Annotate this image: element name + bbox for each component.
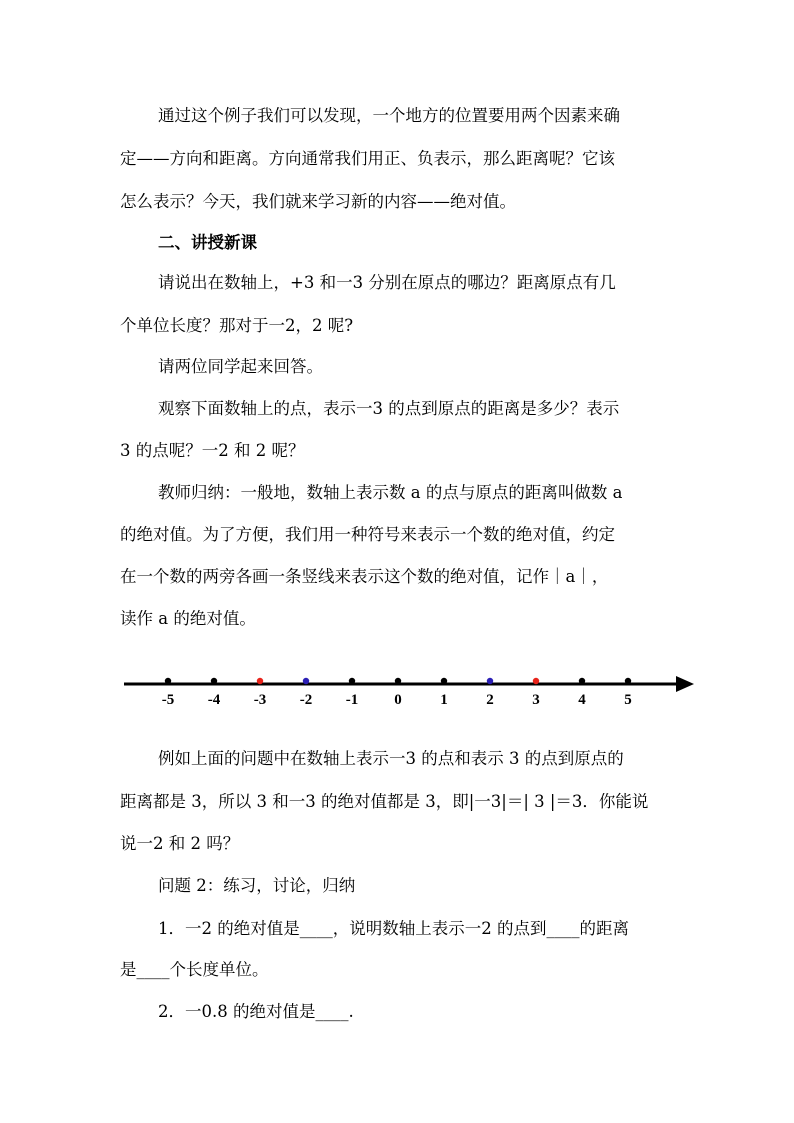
paragraph-line: 观察下面数轴上的点，表示一3 的点到原点的距离是多少？表示 (158, 399, 620, 418)
number-line-point (165, 678, 171, 684)
number-line-point (579, 678, 585, 684)
number-line-tick-label: -5 (161, 692, 175, 708)
paragraph-line: 通过这个例子我们可以发现，一个地方的位置要用两个因素来确 (158, 106, 620, 125)
number-line-point (441, 678, 447, 684)
number-line-point (533, 678, 539, 684)
number-line-point (211, 678, 217, 684)
number-line-point (349, 678, 355, 684)
number-line-tick-label: 3 (532, 692, 540, 708)
number-line-point (303, 678, 309, 684)
paragraph-line: 怎么表示？今天，我们就来学习新的内容——绝对值。 (120, 192, 516, 211)
number-line-marks (162, 678, 632, 708)
number-line (0, 650, 794, 720)
number-line-point (395, 678, 401, 684)
exercise-1-line: 是____个长度单位。 (120, 960, 269, 979)
paragraph-line: 定——方向和距离。方向通常我们用正、负表示，那么距离呢？它该 (120, 149, 615, 168)
number-line-tick-label: -3 (253, 692, 267, 708)
paragraph-line: 个单位长度？那对于一2，2 呢? (120, 316, 354, 335)
number-line-arrow (676, 676, 694, 692)
paragraph-line: 的绝对值。为了方便，我们用一种符号来表示一个数的绝对值，约定 (120, 525, 615, 544)
number-line-point (625, 678, 631, 684)
exercise-1-line: 1．一2 的绝对值是____，说明数轴上表示一2 的点到____的距离 (158, 919, 629, 938)
exercise-2-line: 2．一0.8 的绝对值是____. (158, 1002, 354, 1021)
paragraph-line: 在一个数的两旁各画一条竖线来表示这个数的绝对值，记作｜a｜， (120, 567, 609, 586)
number-line-point (487, 678, 493, 684)
number-line-tick-label: -4 (207, 692, 221, 708)
paragraph-line: 问题 2：练习，讨论，归纳 (158, 876, 356, 895)
paragraph-line: 教师归纳：一般地，数轴上表示数 a 的点与原点的距离叫做数 a (158, 483, 623, 502)
paragraph-line: 请两位同学起来回答。 (158, 357, 323, 376)
paragraph-line: 3 的点呢？一2 和 2 呢？ (120, 441, 305, 460)
number-line-tick-label: 1 (440, 692, 448, 708)
number-line-tick-label: 2 (486, 692, 494, 708)
number-line-tick-label: -2 (299, 692, 313, 708)
paragraph-line: 例如上面的问题中在数轴上表示一3 的点和表示 3 的点到原点的 (158, 749, 624, 768)
paragraph-line: 说一2 和 2 吗？ (120, 834, 240, 853)
number-line-tick-label: 5 (624, 692, 632, 708)
number-line-tick-label: 0 (394, 692, 402, 708)
paragraph-line: 读作 a 的绝对值。 (120, 609, 256, 628)
section-heading: 二、讲授新课 (158, 233, 257, 252)
paragraph-line: 距离都是 3，所以 3 和一3 的绝对值都是 3，即|一3|＝| 3 |＝3．你能说 (120, 792, 649, 811)
number-line-tick-label: 4 (578, 692, 586, 708)
paragraph-line: 请说出在数轴上，+3 和一3 分别在原点的哪边？距离原点有几 (158, 273, 616, 292)
number-line-point (257, 678, 263, 684)
number-line-tick-label: -1 (345, 692, 359, 708)
